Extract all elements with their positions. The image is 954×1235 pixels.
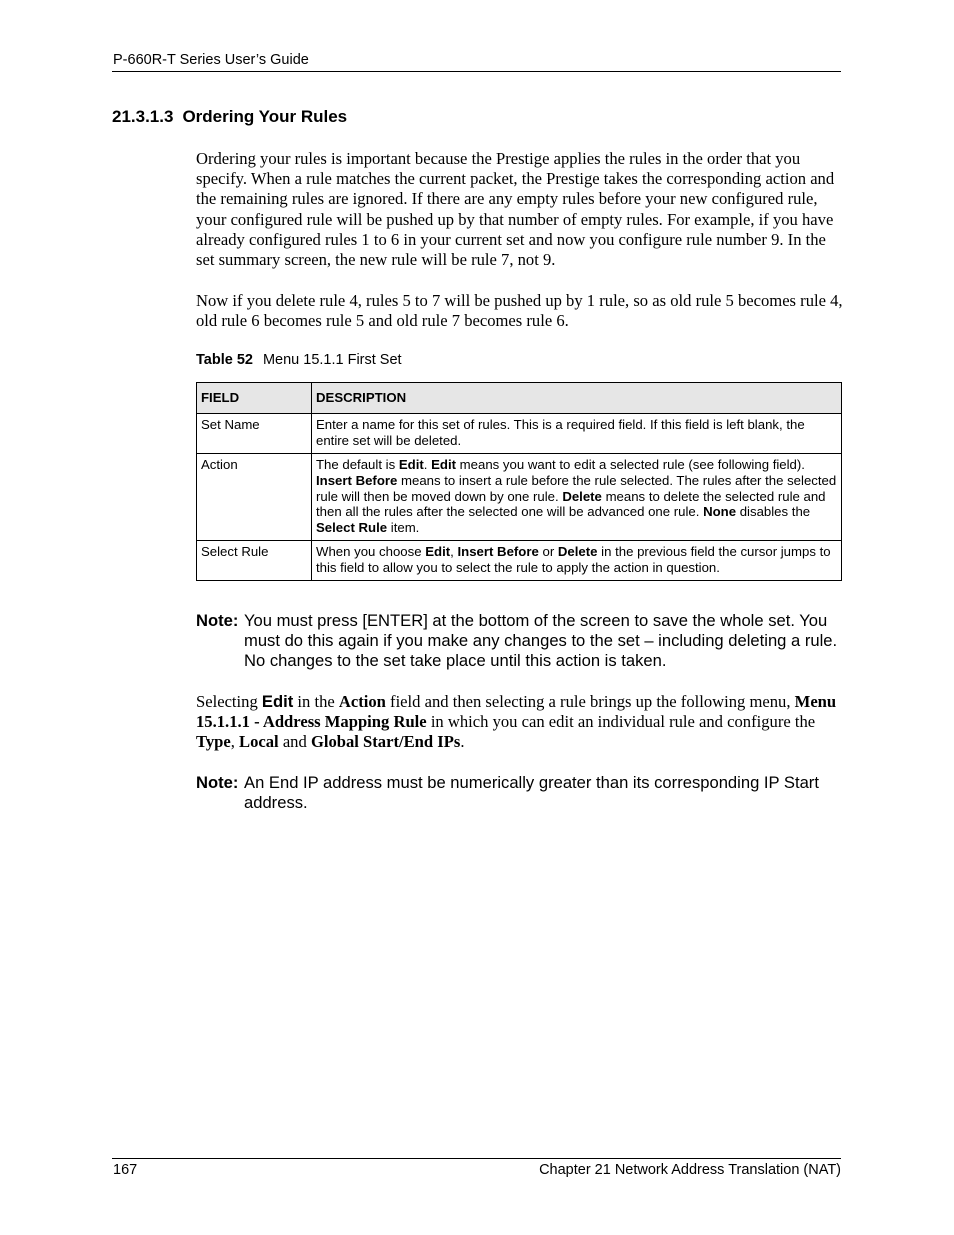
paragraph-ordering-rules: Ordering your rules is important because the Prestige applies the rules in the order that you specify. When a rule matches the current packet, the Prestige takes the corresponding action and the remaining rules are ignored. If there are any empty rules before your new configured rule, your configured rule will be pushed up by that number of empty rules. For example, if you have already configured rules 1 to 6 in your current set and now you configure rule number 9. In the set summary screen, the new rule will be rule 7, not 9. (196, 149, 835, 270)
description-text: or (538, 543, 558, 559)
field-cell: Select Rule (197, 540, 312, 580)
table-caption-label: Table 52 (196, 352, 253, 368)
description-cell (312, 414, 842, 454)
bold-term: Edit (431, 457, 457, 472)
description-cell (312, 540, 842, 580)
paragraph-text: Selecting (196, 692, 262, 711)
bold-term: Delete (562, 488, 602, 504)
description-text: . (423, 457, 432, 472)
bold-term: Select Rule (316, 520, 388, 536)
paragraph-edit-menu (196, 692, 844, 753)
section-heading (112, 107, 347, 127)
section-title: Ordering Your Rules (182, 107, 348, 126)
description-text: means to delete the selected rule and then all the rules after the selected one will be advanced one rule. (316, 488, 826, 520)
table-caption-text: Menu 15.1.1 First Set (262, 352, 402, 368)
field-cell: Set Name (197, 414, 312, 454)
note-save-set (196, 611, 842, 673)
description-text: in the previous field the cursor jumps to this field to allow you to select the rule to apply the action in question. (316, 543, 831, 575)
page-footer (112, 1158, 841, 1183)
paragraph-text: and (278, 732, 311, 752)
description-text: Enter a name for this set of rules. This is a required field. If this field is left blank, the entire set will be deleted. (316, 417, 805, 448)
field-cell: Action (197, 454, 312, 541)
note-text: You must press [ENTER] at the bottom of the screen to save the whole set. You must do this again if you make any changes to the set – including deleting a rule. No changes to the set take place until this action is taken. (244, 611, 838, 671)
table-row (197, 414, 842, 454)
description-cell (312, 454, 842, 541)
description-text: means to insert a rule before the rule selected. The rules after the selected rule will then be moved down by one rule. (316, 472, 837, 504)
note-text: An End IP address must be numerically greater than its corresponding IP Start address. (244, 773, 819, 813)
field-description-table (196, 382, 842, 581)
chapter-title: Chapter 21 Network Address Translation (NAT) (539, 1162, 841, 1178)
bold-term: Type (196, 732, 231, 752)
bold-term: Edit (398, 457, 424, 472)
description-text: disables the (736, 504, 811, 520)
page-number: 167 (113, 1162, 138, 1178)
paragraph-delete-example: Now if you delete rule 4, rules 5 to 7 will be pushed up by 1 rule, so as old rule 5 becomes rule 4, old rule 6 becomes rule 5 and old rule 7 becomes rule 6. (196, 291, 843, 331)
table-row (197, 540, 842, 580)
bold-term: Insert Before (316, 472, 398, 488)
table-caption (196, 352, 402, 368)
bold-term: Insert Before (457, 543, 539, 559)
guide-title: P-660R-T Series User’s Guide (113, 52, 309, 68)
page-header (112, 51, 841, 72)
header-description: DESCRIPTION (312, 383, 842, 414)
table-header-row (197, 383, 842, 414)
description-text: item. (387, 520, 420, 536)
description-text: means you want to edit a selected rule (see following field). (456, 457, 805, 472)
section-number: 21.3.1.3 (112, 107, 174, 126)
bold-term: Action (338, 692, 386, 711)
bold-term: Delete (557, 543, 598, 559)
bold-term: Edit (425, 543, 451, 559)
paragraph-text: field and then selecting a rule brings up the following menu, (385, 692, 795, 711)
paragraph-text: . (460, 732, 465, 752)
header-field: FIELD (197, 383, 312, 414)
note-label: Note: (196, 611, 239, 630)
bold-term: Global Start/End IPs (310, 732, 461, 752)
bold-term: None (703, 504, 737, 520)
bold-term: Local (239, 732, 279, 752)
ui-term: Edit (261, 692, 294, 711)
description-text: , (450, 543, 458, 559)
paragraph-text: in which you can edit an individual rule and configure the (426, 712, 816, 732)
table-row (197, 454, 842, 541)
bold-term: Menu 15.1.1.1 - Address Mapping Rule (196, 692, 837, 732)
note-end-ip (196, 773, 842, 815)
description-text: The default is (316, 457, 399, 472)
note-label: Note: (196, 773, 239, 792)
paragraph-text: in the (293, 692, 339, 711)
description-text: When you choose (316, 543, 426, 559)
paragraph-text: , (230, 732, 240, 752)
